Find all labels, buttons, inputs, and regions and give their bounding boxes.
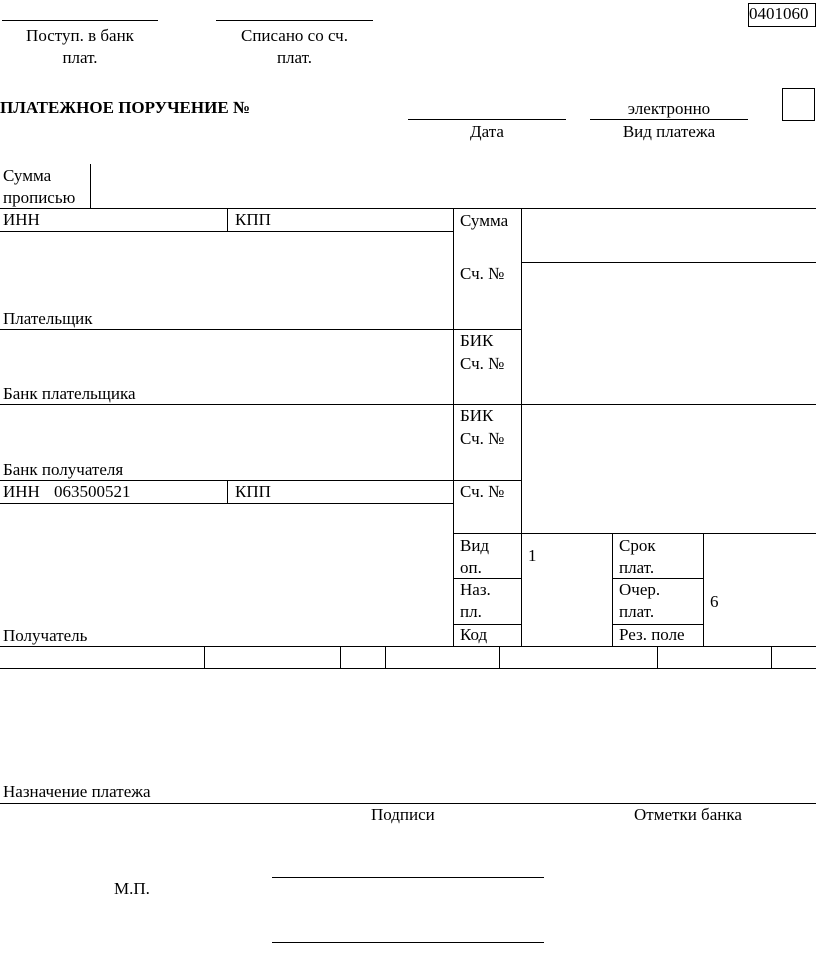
payment-type-label: Вид платежа (622, 122, 716, 141)
payer-bank-account-label: Сч. № (460, 354, 505, 373)
payee-name-label: Получатель (3, 626, 88, 645)
tax-field-divider (771, 646, 772, 668)
grid-line (612, 533, 613, 646)
tax-field-divider (204, 646, 205, 668)
grid-line (227, 208, 228, 231)
signatures-label: Подписи (371, 805, 435, 824)
operation-type-label-line2: оп. (460, 558, 482, 577)
date-label: Дата (470, 122, 504, 141)
payee-inn-label: ИНН (3, 482, 40, 501)
payment-type-value: электронно (627, 99, 711, 118)
priority-value: 6 (710, 592, 719, 611)
form-title: ПЛАТЕЖНОЕ ПОРУЧЕНИЕ № (0, 98, 251, 117)
payee-bank-account-label: Сч. № (460, 429, 505, 448)
purpose-code-label-line2: пл. (460, 602, 482, 621)
amount-words-divider (90, 164, 91, 208)
status-box (782, 88, 815, 121)
tax-field-divider (340, 646, 341, 668)
grid-line (0, 404, 816, 405)
payer-account-label: Сч. № (460, 264, 505, 283)
amount-label: Сумма (460, 211, 509, 230)
grid-line (0, 668, 816, 669)
grid-line (521, 262, 816, 263)
signature-line-2 (272, 942, 544, 943)
grid-line (453, 208, 454, 646)
payer-bank-name-label: Банк плательщика (3, 384, 136, 403)
payer-inn-label: ИНН (3, 210, 40, 229)
debited-label-line2: плат. (276, 48, 313, 67)
grid-line (521, 208, 522, 646)
received-label-line1: Поступ. в банк (26, 26, 134, 45)
grid-line (453, 533, 816, 534)
payee-kpp-label: КПП (235, 482, 271, 501)
grid-line (0, 329, 521, 330)
debited-date-line (216, 20, 373, 21)
grid-line (0, 231, 453, 232)
amount-words-label-line2: прописью (3, 188, 76, 207)
purpose-code-label-line1: Наз. (460, 580, 491, 599)
received-date-line (2, 20, 158, 21)
payee-bank-name-label: Банк получателя (3, 460, 124, 479)
grid-line (0, 208, 816, 209)
debited-label-line1: Списано со сч. (241, 26, 348, 45)
amount-words-label-line1: Сумма (3, 166, 52, 185)
payer-kpp-label: КПП (235, 210, 271, 229)
grid-line (453, 578, 521, 579)
purpose-line (0, 803, 816, 804)
bank-marks-label: Отметки банка (634, 805, 742, 824)
deadline-label-line2: плат. (619, 558, 655, 577)
payer-name-label: Плательщик (3, 309, 93, 328)
signature-line-1 (272, 877, 544, 878)
purpose-label: Назначение платежа (3, 782, 151, 801)
priority-label-line1: Очер. (619, 580, 661, 599)
tax-field-divider (499, 646, 500, 668)
grid-line (703, 533, 704, 646)
stamp-label: М.П. (114, 879, 150, 898)
operation-type-value: 1 (528, 546, 537, 565)
code-label: Код (460, 625, 488, 644)
tax-field-divider (385, 646, 386, 668)
form-code: 0401060 (749, 4, 809, 23)
deadline-label-line1: Срок (619, 536, 656, 555)
grid-line (0, 503, 453, 504)
date-line (408, 119, 566, 120)
payee-bank-bik-label: БИК (460, 406, 494, 425)
grid-line (612, 578, 703, 579)
payment-type-line (590, 119, 748, 120)
payee-inn-value: 063500521 (54, 482, 131, 501)
operation-type-label-line1: Вид (460, 536, 490, 555)
payee-account-label: Сч. № (460, 482, 505, 501)
payer-bank-bik-label: БИК (460, 331, 494, 350)
grid-line (227, 480, 228, 503)
reserve-field-label: Рез. поле (619, 625, 685, 644)
grid-line (0, 646, 816, 647)
received-label-line2: плат. (62, 48, 98, 67)
priority-label-line2: плат. (619, 602, 655, 621)
tax-field-divider (657, 646, 658, 668)
grid-line (0, 480, 521, 481)
